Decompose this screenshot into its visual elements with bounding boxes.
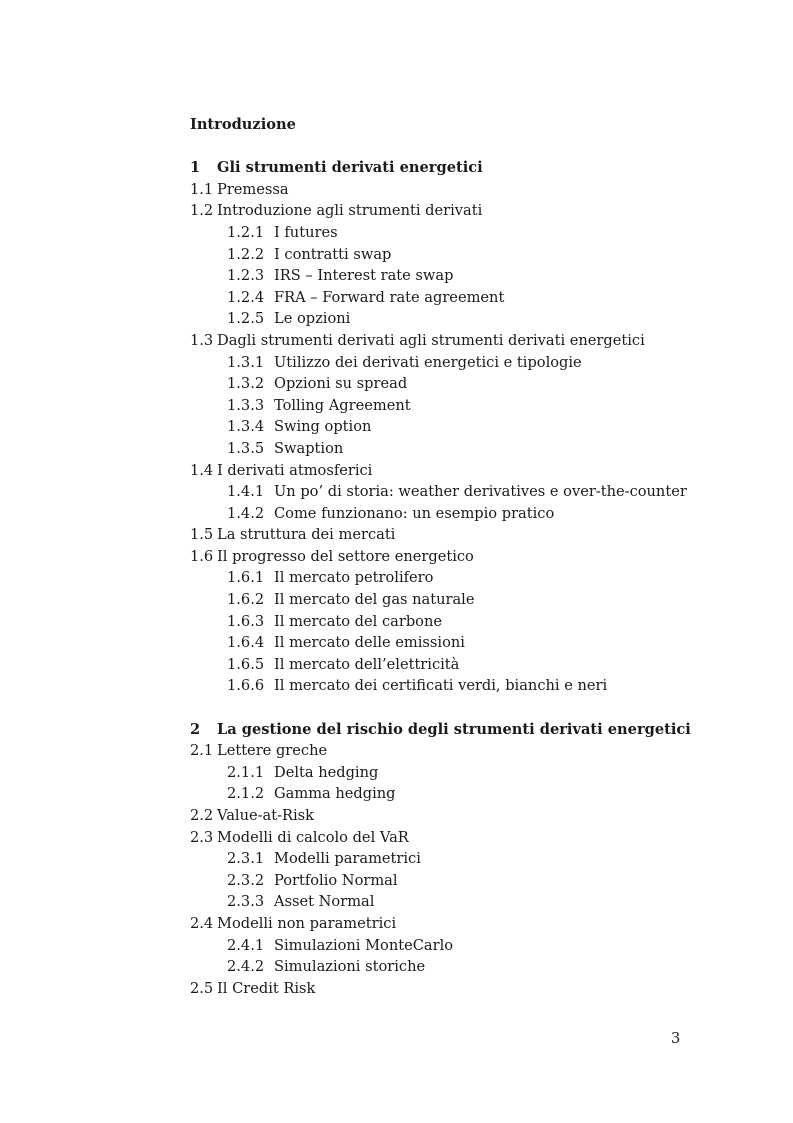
toc-section-number: 1.1 (190, 180, 214, 198)
toc-subsection-number: 1.2.3 (227, 267, 265, 285)
toc-subsection[interactable] (190, 481, 750, 503)
toc-section-title: Il Credit Risk (217, 979, 316, 997)
toc-section-number: 2.5 (190, 979, 214, 997)
toc-subsection-title: Il mercato dell’elettricità (274, 655, 460, 673)
toc-subsection-title: FRA – Forward rate agreement (274, 288, 505, 306)
toc-subsection-title: Swaption (274, 439, 344, 457)
toc-subsection-number: 1.3.5 (227, 439, 265, 457)
toc-section-title: Modelli di calcolo del VaR (217, 828, 409, 846)
toc-section[interactable] (190, 805, 750, 827)
toc-chapter[interactable] (190, 719, 750, 741)
toc-subsection-number: 1.3.2 (227, 375, 265, 393)
toc-subsection-title: Il mercato del carbone (274, 612, 442, 630)
toc-subsection[interactable] (190, 265, 750, 287)
toc-subsection-title: Il mercato del gas naturale (274, 591, 475, 609)
toc-subsection[interactable] (190, 222, 750, 244)
toc-subsection-number: 2.3.2 (227, 871, 265, 889)
toc-subsection-title: Il mercato dei certificati verdi, bianchi e neri (274, 677, 608, 695)
toc-subsection-number: 1.4.2 (227, 504, 265, 522)
toc-section-number: 1.3 (190, 331, 214, 349)
toc-subsection[interactable] (190, 567, 750, 589)
toc-section-number: 2.1 (190, 742, 214, 760)
toc-subsection-number: 1.3.1 (227, 353, 265, 371)
toc-subsection-title: I contratti swap (274, 245, 392, 263)
toc-section[interactable] (190, 740, 750, 762)
toc-section[interactable] (190, 179, 750, 201)
toc-section-number: 1.6 (190, 547, 214, 565)
toc-subsection[interactable] (190, 352, 750, 374)
toc-chapter-number: 1 (190, 159, 201, 177)
toc-subsection[interactable] (190, 654, 750, 676)
toc-subsection-number: 1.6.4 (227, 634, 265, 652)
toc-subsection-number: 2.1.2 (227, 785, 265, 803)
toc-subsection-title: Modelli parametrici (274, 850, 421, 868)
toc-subsection-title: Le opzioni (274, 310, 351, 328)
toc-subsection-title: IRS – Interest rate swap (274, 267, 454, 285)
toc-subsection-number: 1.6.1 (227, 569, 265, 587)
toc-chapter-title: Gli strumenti derivati energetici (217, 159, 483, 177)
toc-subsection[interactable] (190, 503, 750, 525)
table-of-contents (190, 114, 750, 999)
toc-subsection[interactable] (190, 589, 750, 611)
toc-section[interactable] (190, 200, 750, 222)
toc-spacer (190, 697, 750, 719)
toc-subsection-number: 1.3.3 (227, 396, 265, 414)
toc-section-number: 2.4 (190, 914, 214, 932)
toc-subsection-number: 2.4.2 (227, 958, 265, 976)
toc-subsection-number: 1.2.5 (227, 310, 265, 328)
toc-subsection-number: 2.4.1 (227, 936, 265, 954)
toc-subsection[interactable] (190, 675, 750, 697)
toc-subsection-title: Opzioni su spread (274, 375, 408, 393)
toc-chapter-number: 2 (190, 720, 201, 738)
toc-section-title: Il progresso del settore energetico (217, 547, 474, 565)
toc-subsection-number: 1.2.1 (227, 223, 265, 241)
toc-subsection-number: 1.2.4 (227, 288, 265, 306)
toc-section-number: 1.4 (190, 461, 214, 479)
toc-subsection-number: 1.4.1 (227, 483, 265, 501)
toc-subsection-title: Portfolio Normal (274, 871, 398, 889)
toc-subsection-title: Swing option (274, 418, 372, 436)
toc-subsection-title: Gamma hedging (274, 785, 396, 803)
toc-section-number: 1.2 (190, 202, 214, 220)
toc-subsection-number: 1.6.5 (227, 655, 265, 673)
toc-subsection-title: Il mercato petrolifero (274, 569, 434, 587)
toc-subsection-number: 1.6.3 (227, 612, 265, 630)
toc-subsection-number: 2.3.3 (227, 893, 265, 911)
toc-subsection[interactable] (190, 632, 750, 654)
toc-subsection-number: 1.6.2 (227, 591, 265, 609)
toc-section-number: 1.5 (190, 526, 214, 544)
toc-subsection[interactable] (190, 762, 750, 784)
toc-section[interactable] (190, 978, 750, 1000)
toc-subsection[interactable] (190, 287, 750, 309)
toc-subsection[interactable] (190, 870, 750, 892)
toc-section-title: Premessa (217, 180, 289, 198)
toc-subsection[interactable] (190, 611, 750, 633)
toc-subsection[interactable] (190, 848, 750, 870)
toc-subsection[interactable] (190, 783, 750, 805)
toc-subsection[interactable] (190, 891, 750, 913)
toc-section[interactable] (190, 330, 750, 352)
toc-subsection[interactable] (190, 244, 750, 266)
toc-subsection[interactable] (190, 438, 750, 460)
toc-chapter-title: La gestione del rischio degli strumenti derivati energetici (217, 720, 691, 738)
toc-subsection-title: Asset Normal (274, 893, 375, 911)
toc-section-title: La struttura dei mercati (217, 526, 396, 544)
toc-section-title: Modelli non parametrici (217, 914, 397, 932)
toc-subsection[interactable] (190, 416, 750, 438)
toc-section[interactable] (190, 460, 750, 482)
toc-subsection-number: 2.1.1 (227, 763, 265, 781)
toc-section-title: Dagli strumenti derivati agli strumenti derivati energetici (217, 331, 645, 349)
toc-subsection-number: 1.2.2 (227, 245, 265, 263)
toc-subsection-title: I futures (274, 223, 338, 241)
toc-section[interactable] (190, 827, 750, 849)
toc-chapter[interactable] (190, 157, 750, 179)
toc-subsection[interactable] (190, 373, 750, 395)
toc-introduction: Introduzione (190, 116, 296, 133)
toc-subsection-title: Simulazioni MonteCarlo (274, 936, 454, 954)
toc-subsection-title: Simulazioni storiche (274, 958, 426, 976)
toc-subsection-number: 1.3.4 (227, 418, 265, 436)
toc-subsection-title: Come funzionano: un esempio pratico (274, 504, 555, 522)
toc-section-title: Lettere greche (217, 742, 328, 760)
toc-section-number: 2.2 (190, 807, 214, 824)
toc-section-title: Value-at-Risk (217, 807, 315, 824)
toc-subsection-title: Tolling Agreement (274, 396, 411, 414)
toc-subsection-number: 1.6.6 (227, 677, 265, 695)
toc-section[interactable] (190, 546, 750, 568)
page-number: 3 (671, 1030, 681, 1047)
toc-section-number: 2.3 (190, 828, 214, 846)
toc-section[interactable] (190, 524, 750, 546)
toc-subsection-number: 2.3.1 (227, 850, 265, 868)
toc-section-title: I derivati atmosferici (217, 461, 373, 479)
toc-subsection[interactable] (190, 395, 750, 417)
toc-section-title: Introduzione agli strumenti derivati (217, 202, 483, 220)
toc-spacer (190, 136, 750, 158)
toc-subsection[interactable] (190, 956, 750, 978)
toc-section[interactable] (190, 913, 750, 935)
toc-subsection-title: Un po’ di storia: weather derivatives e over-the-counter (274, 483, 687, 501)
toc-subsection[interactable] (190, 935, 750, 957)
toc-subsection[interactable] (190, 308, 750, 330)
toc-subsection-title: Utilizzo dei derivati energetici e tipologie (274, 353, 582, 371)
toc-subsection-title: Delta hedging (274, 763, 379, 781)
toc-subsection-title: Il mercato delle emissioni (274, 634, 465, 652)
